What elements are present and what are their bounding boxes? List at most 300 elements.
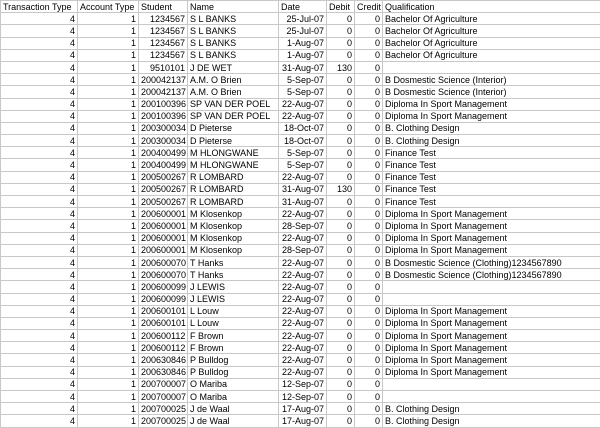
cell-account-type[interactable]: 1 bbox=[78, 86, 139, 98]
cell-transaction-type[interactable]: 4 bbox=[1, 232, 78, 244]
cell-account-type[interactable]: 1 bbox=[78, 403, 139, 415]
cell-transaction-type[interactable]: 4 bbox=[1, 159, 78, 171]
cell-student[interactable]: 200600070 bbox=[139, 269, 188, 281]
cell-debit[interactable]: 0 bbox=[327, 293, 355, 305]
cell-qualification[interactable]: Finance Test bbox=[383, 171, 600, 183]
cell-account-type[interactable]: 1 bbox=[78, 110, 139, 122]
cell-credit[interactable]: 0 bbox=[355, 354, 383, 366]
cell-name[interactable]: O Mariba bbox=[188, 391, 279, 403]
cell-credit[interactable]: 0 bbox=[355, 342, 383, 354]
cell-student[interactable]: 200600001 bbox=[139, 232, 188, 244]
cell-name[interactable]: D Pieterse bbox=[188, 135, 279, 147]
cell-account-type[interactable]: 1 bbox=[78, 232, 139, 244]
cell-credit[interactable]: 0 bbox=[355, 269, 383, 281]
cell-student[interactable]: 200600099 bbox=[139, 281, 188, 293]
table-row bbox=[1, 256, 600, 268]
table-row bbox=[1, 135, 600, 147]
cell-qualification[interactable]: B. Clothing Design bbox=[383, 135, 600, 147]
cell-debit[interactable]: 0 bbox=[327, 122, 355, 134]
cell-date[interactable]: 22-Aug-07 bbox=[279, 110, 327, 122]
cell-credit[interactable]: 0 bbox=[355, 415, 383, 427]
sheet-body bbox=[1, 13, 600, 427]
cell-qualification[interactable]: Bachelor Of Agriculture bbox=[383, 49, 600, 61]
cell-date[interactable]: 31-Aug-07 bbox=[279, 61, 327, 73]
cell-name[interactable]: L Louw bbox=[188, 305, 279, 317]
cell-date[interactable]: 18-Oct-07 bbox=[279, 135, 327, 147]
cell-credit[interactable]: 0 bbox=[355, 196, 383, 208]
header-transaction-type[interactable]: Transaction Type bbox=[1, 1, 78, 13]
table-row bbox=[1, 366, 600, 378]
cell-transaction-type[interactable]: 4 bbox=[1, 61, 78, 73]
cell-name[interactable]: M Klosenkop bbox=[188, 244, 279, 256]
cell-credit[interactable]: 0 bbox=[355, 220, 383, 232]
cell-qualification[interactable]: B. Clothing Design bbox=[383, 122, 600, 134]
cell-transaction-type[interactable]: 4 bbox=[1, 366, 78, 378]
cell-credit[interactable]: 0 bbox=[355, 232, 383, 244]
cell-student[interactable]: 200600112 bbox=[139, 330, 188, 342]
cell-transaction-type[interactable]: 4 bbox=[1, 256, 78, 268]
cell-date[interactable]: 25-Jul-07 bbox=[279, 25, 327, 37]
cell-transaction-type[interactable]: 4 bbox=[1, 317, 78, 329]
cell-date[interactable]: 17-Aug-07 bbox=[279, 415, 327, 427]
cell-debit[interactable]: 0 bbox=[327, 403, 355, 415]
cell-name[interactable]: SP VAN DER POEL bbox=[188, 98, 279, 110]
cell-student[interactable]: 200400499 bbox=[139, 147, 188, 159]
cell-transaction-type[interactable]: 4 bbox=[1, 98, 78, 110]
cell-date[interactable]: 22-Aug-07 bbox=[279, 208, 327, 220]
cell-debit[interactable]: 0 bbox=[327, 74, 355, 86]
cell-qualification[interactable]: Finance Test bbox=[383, 159, 600, 171]
cell-qualification[interactable] bbox=[383, 281, 600, 293]
cell-credit[interactable]: 0 bbox=[355, 147, 383, 159]
header-student[interactable]: Student bbox=[139, 1, 188, 13]
cell-transaction-type[interactable]: 4 bbox=[1, 330, 78, 342]
cell-debit[interactable]: 0 bbox=[327, 232, 355, 244]
table-row bbox=[1, 403, 600, 415]
cell-account-type[interactable]: 1 bbox=[78, 293, 139, 305]
cell-date[interactable]: 5-Sep-07 bbox=[279, 74, 327, 86]
cell-debit[interactable]: 0 bbox=[327, 86, 355, 98]
cell-account-type[interactable]: 1 bbox=[78, 37, 139, 49]
cell-student[interactable]: 200400499 bbox=[139, 159, 188, 171]
cell-transaction-type[interactable]: 4 bbox=[1, 135, 78, 147]
cell-qualification[interactable]: Diploma In Sport Management bbox=[383, 354, 600, 366]
cell-student[interactable]: 1234567 bbox=[139, 13, 188, 25]
cell-name[interactable]: F Brown bbox=[188, 342, 279, 354]
cell-transaction-type[interactable]: 4 bbox=[1, 354, 78, 366]
cell-credit[interactable]: 0 bbox=[355, 110, 383, 122]
table-row bbox=[1, 37, 600, 49]
cell-credit[interactable]: 0 bbox=[355, 74, 383, 86]
cell-debit[interactable]: 0 bbox=[327, 330, 355, 342]
cell-qualification[interactable]: Diploma In Sport Management bbox=[383, 110, 600, 122]
cell-debit[interactable]: 130 bbox=[327, 61, 355, 73]
cell-transaction-type[interactable]: 4 bbox=[1, 183, 78, 195]
cell-student[interactable]: 200500267 bbox=[139, 171, 188, 183]
cell-transaction-type[interactable]: 4 bbox=[1, 147, 78, 159]
cell-debit[interactable]: 0 bbox=[327, 110, 355, 122]
cell-transaction-type[interactable]: 4 bbox=[1, 269, 78, 281]
cell-credit[interactable]: 0 bbox=[355, 317, 383, 329]
table-row bbox=[1, 49, 600, 61]
cell-debit[interactable]: 0 bbox=[327, 354, 355, 366]
cell-qualification[interactable]: Bachelor Of Agriculture bbox=[383, 13, 600, 25]
cell-account-type[interactable]: 1 bbox=[78, 147, 139, 159]
cell-debit[interactable]: 0 bbox=[327, 342, 355, 354]
cell-qualification[interactable] bbox=[383, 61, 600, 73]
cell-transaction-type[interactable]: 4 bbox=[1, 196, 78, 208]
cell-debit[interactable]: 0 bbox=[327, 49, 355, 61]
cell-credit[interactable]: 0 bbox=[355, 37, 383, 49]
cell-qualification[interactable] bbox=[383, 378, 600, 390]
cell-transaction-type[interactable]: 4 bbox=[1, 122, 78, 134]
cell-student[interactable]: 200042137 bbox=[139, 74, 188, 86]
cell-date[interactable]: 31-Aug-07 bbox=[279, 196, 327, 208]
cell-date[interactable]: 22-Aug-07 bbox=[279, 366, 327, 378]
cell-student[interactable]: 200600099 bbox=[139, 293, 188, 305]
cell-student[interactable]: 1234567 bbox=[139, 49, 188, 61]
cell-credit[interactable]: 0 bbox=[355, 122, 383, 134]
cell-qualification[interactable]: Diploma In Sport Management bbox=[383, 244, 600, 256]
cell-debit[interactable]: 0 bbox=[327, 317, 355, 329]
cell-student[interactable]: 200600001 bbox=[139, 244, 188, 256]
cell-date[interactable]: 31-Aug-07 bbox=[279, 183, 327, 195]
cell-qualification[interactable]: Finance Test bbox=[383, 196, 600, 208]
cell-account-type[interactable]: 1 bbox=[78, 13, 139, 25]
cell-debit[interactable]: 0 bbox=[327, 208, 355, 220]
cell-student[interactable]: 200600101 bbox=[139, 305, 188, 317]
cell-transaction-type[interactable]: 4 bbox=[1, 403, 78, 415]
cell-credit[interactable]: 0 bbox=[355, 378, 383, 390]
table-row bbox=[1, 269, 600, 281]
cell-credit[interactable]: 0 bbox=[355, 208, 383, 220]
cell-student[interactable]: 200100396 bbox=[139, 110, 188, 122]
cell-account-type[interactable]: 1 bbox=[78, 330, 139, 342]
cell-credit[interactable]: 0 bbox=[355, 13, 383, 25]
cell-debit[interactable]: 0 bbox=[327, 220, 355, 232]
cell-transaction-type[interactable]: 4 bbox=[1, 220, 78, 232]
cell-debit[interactable]: 0 bbox=[327, 269, 355, 281]
cell-name[interactable]: R LOMBARD bbox=[188, 196, 279, 208]
cell-account-type[interactable]: 1 bbox=[78, 317, 139, 329]
cell-account-type[interactable]: 1 bbox=[78, 256, 139, 268]
cell-date[interactable]: 22-Aug-07 bbox=[279, 317, 327, 329]
cell-name[interactable]: M Klosenkop bbox=[188, 208, 279, 220]
cell-name[interactable]: J de Waal bbox=[188, 403, 279, 415]
cell-credit[interactable]: 0 bbox=[355, 49, 383, 61]
cell-student[interactable]: 9510101 bbox=[139, 61, 188, 73]
cell-name[interactable]: T Hanks bbox=[188, 256, 279, 268]
cell-student[interactable]: 200600112 bbox=[139, 342, 188, 354]
cell-qualification[interactable]: Bachelor Of Agriculture bbox=[383, 37, 600, 49]
cell-date[interactable]: 22-Aug-07 bbox=[279, 171, 327, 183]
cell-qualification[interactable]: Diploma In Sport Management bbox=[383, 305, 600, 317]
cell-transaction-type[interactable]: 4 bbox=[1, 293, 78, 305]
cell-date[interactable]: 28-Sep-07 bbox=[279, 244, 327, 256]
cell-credit[interactable]: 0 bbox=[355, 25, 383, 37]
cell-account-type[interactable]: 1 bbox=[78, 49, 139, 61]
cell-date[interactable]: 22-Aug-07 bbox=[279, 293, 327, 305]
cell-name[interactable]: SP VAN DER POEL bbox=[188, 110, 279, 122]
cell-transaction-type[interactable]: 4 bbox=[1, 305, 78, 317]
cell-credit[interactable]: 0 bbox=[355, 366, 383, 378]
cell-date[interactable]: 5-Sep-07 bbox=[279, 86, 327, 98]
header-name[interactable]: Name bbox=[188, 1, 279, 13]
cell-student[interactable]: 200500267 bbox=[139, 196, 188, 208]
cell-name[interactable]: A.M. O Brien bbox=[188, 74, 279, 86]
table-row bbox=[1, 305, 600, 317]
cell-transaction-type[interactable]: 4 bbox=[1, 49, 78, 61]
cell-qualification[interactable]: Diploma In Sport Management bbox=[383, 366, 600, 378]
cell-credit[interactable]: 0 bbox=[355, 244, 383, 256]
cell-account-type[interactable]: 1 bbox=[78, 354, 139, 366]
cell-credit[interactable]: 0 bbox=[355, 159, 383, 171]
cell-student[interactable]: 200630846 bbox=[139, 366, 188, 378]
cell-debit[interactable]: 0 bbox=[327, 378, 355, 390]
cell-student[interactable]: 200500267 bbox=[139, 183, 188, 195]
cell-date[interactable]: 22-Aug-07 bbox=[279, 342, 327, 354]
cell-credit[interactable]: 0 bbox=[355, 305, 383, 317]
cell-date[interactable]: 1-Aug-07 bbox=[279, 37, 327, 49]
cell-name[interactable]: M Klosenkop bbox=[188, 232, 279, 244]
cell-account-type[interactable]: 1 bbox=[78, 159, 139, 171]
cell-student[interactable]: 200042137 bbox=[139, 86, 188, 98]
table-row bbox=[1, 98, 600, 110]
cell-qualification[interactable]: Bachelor Of Agriculture bbox=[383, 25, 600, 37]
cell-student[interactable]: 200600001 bbox=[139, 208, 188, 220]
cell-debit[interactable]: 0 bbox=[327, 37, 355, 49]
cell-name[interactable]: J DE WET bbox=[188, 61, 279, 73]
cell-transaction-type[interactable]: 4 bbox=[1, 244, 78, 256]
cell-date[interactable]: 22-Aug-07 bbox=[279, 269, 327, 281]
cell-account-type[interactable]: 1 bbox=[78, 183, 139, 195]
cell-debit[interactable]: 0 bbox=[327, 366, 355, 378]
cell-debit[interactable]: 0 bbox=[327, 171, 355, 183]
cell-name[interactable]: T Hanks bbox=[188, 269, 279, 281]
cell-name[interactable]: M HLONGWANE bbox=[188, 159, 279, 171]
cell-credit[interactable]: 0 bbox=[355, 61, 383, 73]
cell-debit[interactable]: 0 bbox=[327, 196, 355, 208]
cell-student[interactable]: 200700007 bbox=[139, 378, 188, 390]
cell-date[interactable]: 22-Aug-07 bbox=[279, 305, 327, 317]
cell-credit[interactable]: 0 bbox=[355, 403, 383, 415]
table-row bbox=[1, 415, 600, 427]
cell-date[interactable]: 22-Aug-07 bbox=[279, 232, 327, 244]
cell-student[interactable]: 200300034 bbox=[139, 122, 188, 134]
cell-student[interactable]: 200700007 bbox=[139, 391, 188, 403]
cell-student[interactable]: 200100396 bbox=[139, 98, 188, 110]
cell-transaction-type[interactable]: 4 bbox=[1, 391, 78, 403]
table-row bbox=[1, 330, 600, 342]
cell-transaction-type[interactable]: 4 bbox=[1, 37, 78, 49]
cell-account-type[interactable]: 1 bbox=[78, 244, 139, 256]
cell-name[interactable]: L Louw bbox=[188, 317, 279, 329]
cell-credit[interactable]: 0 bbox=[355, 135, 383, 147]
cell-qualification[interactable]: Diploma In Sport Management bbox=[383, 98, 600, 110]
cell-debit[interactable]: 0 bbox=[327, 281, 355, 293]
cell-student[interactable]: 200700025 bbox=[139, 403, 188, 415]
cell-debit[interactable]: 130 bbox=[327, 183, 355, 195]
cell-debit[interactable]: 0 bbox=[327, 147, 355, 159]
cell-credit[interactable]: 0 bbox=[355, 293, 383, 305]
cell-qualification[interactable]: B Dosmestic Science (Interior) bbox=[383, 86, 600, 98]
cell-transaction-type[interactable]: 4 bbox=[1, 378, 78, 390]
cell-student[interactable]: 1234567 bbox=[139, 25, 188, 37]
cell-account-type[interactable]: 1 bbox=[78, 342, 139, 354]
table-row bbox=[1, 147, 600, 159]
cell-account-type[interactable]: 1 bbox=[78, 366, 139, 378]
cell-qualification[interactable]: B Dosmestic Science (Clothing)1234567890 bbox=[383, 269, 600, 281]
cell-qualification[interactable]: Diploma In Sport Management bbox=[383, 232, 600, 244]
cell-date[interactable]: 5-Sep-07 bbox=[279, 159, 327, 171]
cell-account-type[interactable]: 1 bbox=[78, 391, 139, 403]
cell-qualification[interactable]: Diploma In Sport Management bbox=[383, 208, 600, 220]
cell-name[interactable]: J LEWIS bbox=[188, 293, 279, 305]
cell-name[interactable]: R LOMBARD bbox=[188, 171, 279, 183]
cell-name[interactable]: A.M. O Brien bbox=[188, 86, 279, 98]
cell-account-type[interactable]: 1 bbox=[78, 171, 139, 183]
cell-credit[interactable]: 0 bbox=[355, 98, 383, 110]
header-date[interactable]: Date bbox=[279, 1, 327, 13]
cell-credit[interactable]: 0 bbox=[355, 281, 383, 293]
cell-transaction-type[interactable]: 4 bbox=[1, 415, 78, 427]
cell-account-type[interactable]: 1 bbox=[78, 61, 139, 73]
cell-name[interactable]: O Mariba bbox=[188, 378, 279, 390]
cell-date[interactable]: 25-Jul-07 bbox=[279, 13, 327, 25]
cell-debit[interactable]: 0 bbox=[327, 244, 355, 256]
cell-date[interactable]: 12-Sep-07 bbox=[279, 378, 327, 390]
header-qualification[interactable]: Qualification bbox=[383, 1, 600, 13]
cell-name[interactable]: J LEWIS bbox=[188, 281, 279, 293]
cell-qualification[interactable]: B. Clothing Design bbox=[383, 403, 600, 415]
cell-qualification[interactable]: Diploma In Sport Management bbox=[383, 330, 600, 342]
cell-date[interactable]: 17-Aug-07 bbox=[279, 403, 327, 415]
cell-qualification[interactable]: B Dosmestic Science (Interior) bbox=[383, 74, 600, 86]
header-row bbox=[1, 1, 600, 13]
cell-date[interactable]: 28-Sep-07 bbox=[279, 220, 327, 232]
cell-debit[interactable]: 0 bbox=[327, 159, 355, 171]
cell-name[interactable]: S L BANKS bbox=[188, 37, 279, 49]
cell-date[interactable]: 22-Aug-07 bbox=[279, 330, 327, 342]
cell-student[interactable]: 200600101 bbox=[139, 317, 188, 329]
header-debit[interactable]: Debit bbox=[327, 1, 355, 13]
cell-debit[interactable]: 0 bbox=[327, 391, 355, 403]
cell-account-type[interactable]: 1 bbox=[78, 305, 139, 317]
cell-credit[interactable]: 0 bbox=[355, 171, 383, 183]
cell-account-type[interactable]: 1 bbox=[78, 208, 139, 220]
cell-credit[interactable]: 0 bbox=[355, 256, 383, 268]
cell-credit[interactable]: 0 bbox=[355, 330, 383, 342]
cell-account-type[interactable]: 1 bbox=[78, 220, 139, 232]
cell-account-type[interactable]: 1 bbox=[78, 74, 139, 86]
cell-account-type[interactable]: 1 bbox=[78, 378, 139, 390]
header-account-type[interactable]: Account Type bbox=[78, 1, 139, 13]
cell-name[interactable]: S L BANKS bbox=[188, 49, 279, 61]
cell-qualification[interactable]: Diploma In Sport Management bbox=[383, 342, 600, 354]
cell-account-type[interactable]: 1 bbox=[78, 281, 139, 293]
cell-debit[interactable]: 0 bbox=[327, 98, 355, 110]
cell-date[interactable]: 18-Oct-07 bbox=[279, 122, 327, 134]
header-credit[interactable]: Credit bbox=[355, 1, 383, 13]
cell-date[interactable]: 22-Aug-07 bbox=[279, 281, 327, 293]
cell-transaction-type[interactable]: 4 bbox=[1, 281, 78, 293]
cell-date[interactable]: 22-Aug-07 bbox=[279, 354, 327, 366]
cell-student[interactable]: 200630846 bbox=[139, 354, 188, 366]
cell-account-type[interactable]: 1 bbox=[78, 269, 139, 281]
cell-transaction-type[interactable]: 4 bbox=[1, 86, 78, 98]
table-row bbox=[1, 171, 600, 183]
cell-account-type[interactable]: 1 bbox=[78, 135, 139, 147]
cell-transaction-type[interactable]: 4 bbox=[1, 74, 78, 86]
cell-qualification[interactable]: B. Clothing Design bbox=[383, 415, 600, 427]
cell-name[interactable]: J de Waal bbox=[188, 415, 279, 427]
cell-transaction-type[interactable]: 4 bbox=[1, 342, 78, 354]
cell-debit[interactable]: 0 bbox=[327, 305, 355, 317]
table-row bbox=[1, 232, 600, 244]
table-row bbox=[1, 391, 600, 403]
cell-transaction-type[interactable]: 4 bbox=[1, 208, 78, 220]
table-row bbox=[1, 293, 600, 305]
cell-transaction-type[interactable]: 4 bbox=[1, 25, 78, 37]
cell-transaction-type[interactable]: 4 bbox=[1, 110, 78, 122]
cell-account-type[interactable]: 1 bbox=[78, 98, 139, 110]
cell-date[interactable]: 1-Aug-07 bbox=[279, 49, 327, 61]
cell-name[interactable]: M Klosenkop bbox=[188, 220, 279, 232]
cell-qualification[interactable]: Finance Test bbox=[383, 183, 600, 195]
cell-name[interactable]: R LOMBARD bbox=[188, 183, 279, 195]
cell-qualification[interactable] bbox=[383, 391, 600, 403]
cell-name[interactable]: P Bulldog bbox=[188, 354, 279, 366]
cell-student[interactable]: 1234567 bbox=[139, 37, 188, 49]
cell-account-type[interactable]: 1 bbox=[78, 122, 139, 134]
cell-credit[interactable]: 0 bbox=[355, 183, 383, 195]
cell-date[interactable]: 22-Aug-07 bbox=[279, 98, 327, 110]
cell-qualification[interactable] bbox=[383, 293, 600, 305]
cell-debit[interactable]: 0 bbox=[327, 135, 355, 147]
cell-credit[interactable]: 0 bbox=[355, 86, 383, 98]
cell-date[interactable]: 12-Sep-07 bbox=[279, 391, 327, 403]
cell-debit[interactable]: 0 bbox=[327, 13, 355, 25]
cell-qualification[interactable]: Diploma In Sport Management bbox=[383, 220, 600, 232]
cell-name[interactable]: D Pieterse bbox=[188, 122, 279, 134]
cell-debit[interactable]: 0 bbox=[327, 256, 355, 268]
cell-credit[interactable]: 0 bbox=[355, 391, 383, 403]
cell-name[interactable]: F Brown bbox=[188, 330, 279, 342]
cell-name[interactable]: S L BANKS bbox=[188, 25, 279, 37]
cell-account-type[interactable]: 1 bbox=[78, 25, 139, 37]
cell-account-type[interactable]: 1 bbox=[78, 196, 139, 208]
cell-name[interactable]: S L BANKS bbox=[188, 13, 279, 25]
cell-date[interactable]: 22-Aug-07 bbox=[279, 256, 327, 268]
cell-date[interactable]: 5-Sep-07 bbox=[279, 147, 327, 159]
cell-student[interactable]: 200300034 bbox=[139, 135, 188, 147]
table-row bbox=[1, 159, 600, 171]
cell-qualification[interactable]: Diploma In Sport Management bbox=[383, 317, 600, 329]
cell-transaction-type[interactable]: 4 bbox=[1, 171, 78, 183]
cell-qualification[interactable]: B Dosmestic Science (Clothing)1234567890 bbox=[383, 256, 600, 268]
cell-student[interactable]: 200600070 bbox=[139, 256, 188, 268]
cell-transaction-type[interactable]: 4 bbox=[1, 13, 78, 25]
cell-student[interactable]: 200700025 bbox=[139, 415, 188, 427]
cell-name[interactable]: P Bulldog bbox=[188, 366, 279, 378]
table-row bbox=[1, 196, 600, 208]
cell-account-type[interactable]: 1 bbox=[78, 415, 139, 427]
cell-debit[interactable]: 0 bbox=[327, 25, 355, 37]
cell-student[interactable]: 200600001 bbox=[139, 220, 188, 232]
cell-qualification[interactable]: Finance Test bbox=[383, 147, 600, 159]
cell-name[interactable]: M HLONGWANE bbox=[188, 147, 279, 159]
cell-debit[interactable]: 0 bbox=[327, 415, 355, 427]
